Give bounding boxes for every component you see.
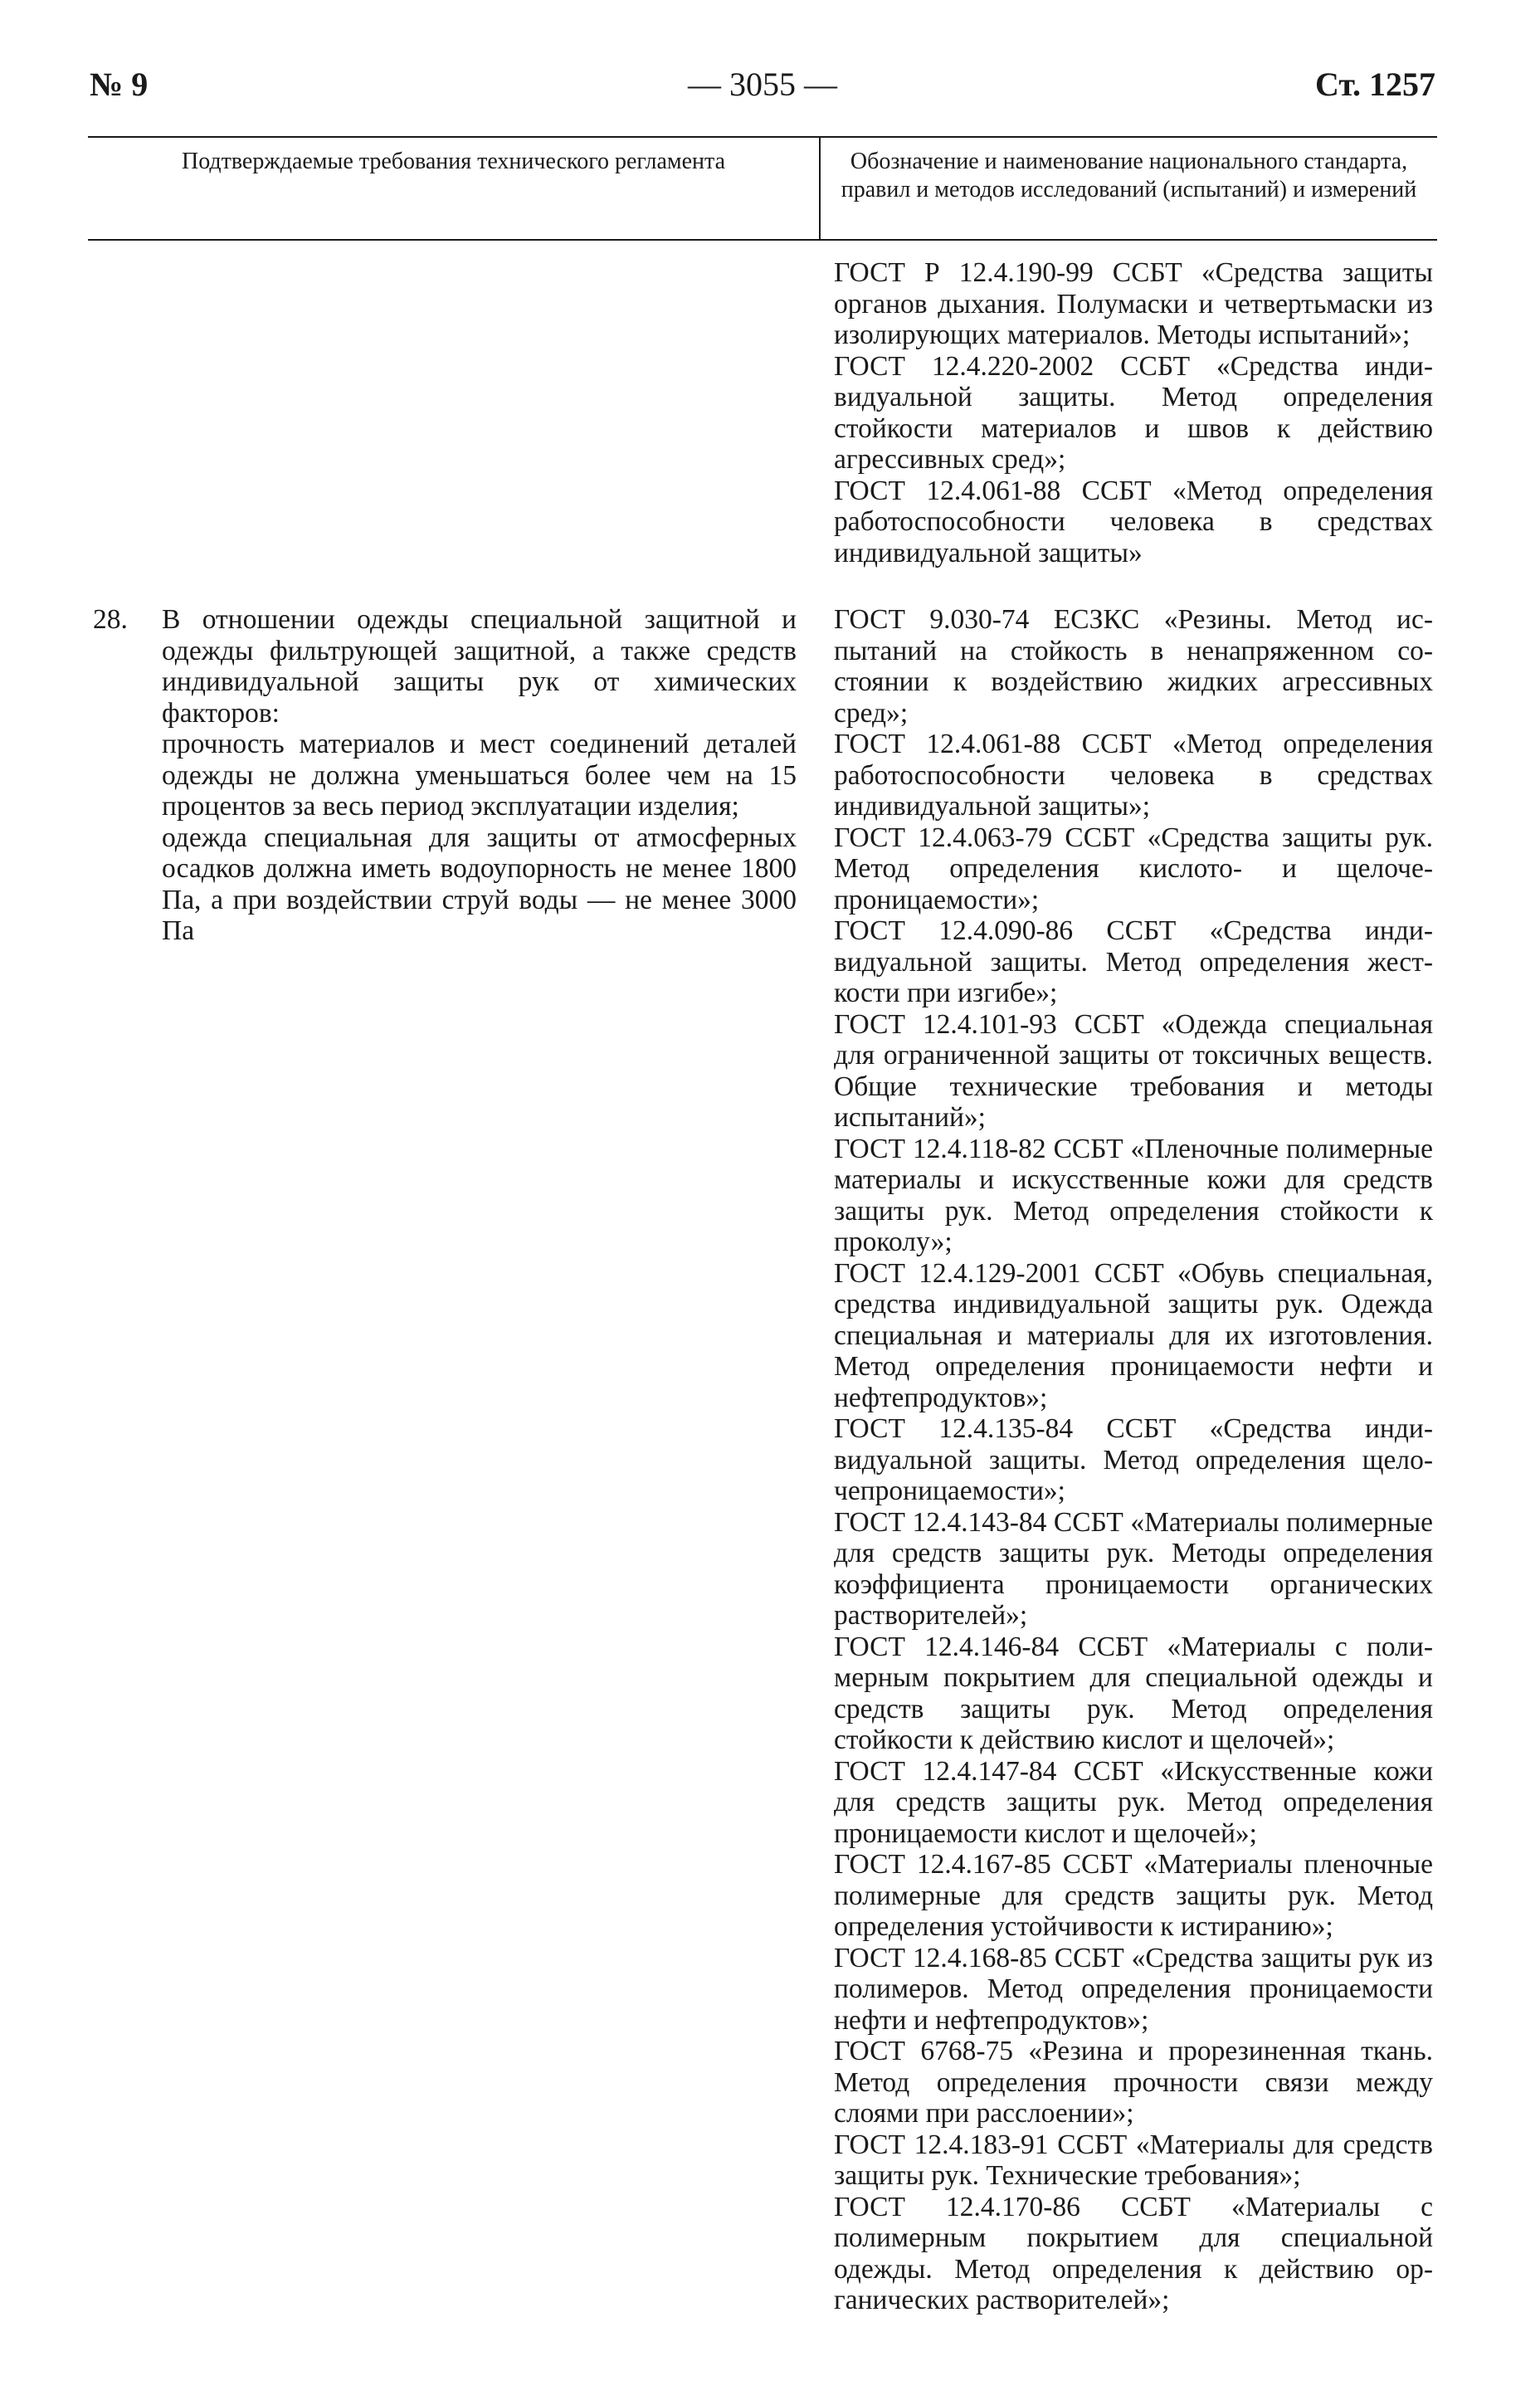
row-requirements	[162, 604, 797, 947]
standard-entry: ГОСТ 12.4.168-85 ССБТ «Средства защиты рук из полимеров. Метод определения проницаемости нефти и нефтепродуктов»;	[834, 1942, 1433, 2036]
standard-entry: ГОСТ 12.4.146-84 ССБТ «Материалы с полимерным покрытием для специальной одежды и средств защиты рук. Метод определения стойкости к действию кислот и щелочей»;	[834, 1631, 1433, 1755]
running-header	[90, 65, 1435, 106]
standard-entry: ГОСТ 6768-75 «Резина и прорезиненная ткань. Метод определения прочности связи между слоями при расслоении»;	[834, 2036, 1433, 2129]
column-header-standards: Обозначение и наименование национального стандарта, правил и методов исследований (испытаний) и измерений	[841, 149, 1417, 202]
requirement-paragraph: одежда специальная для защиты от атмосферных осадков должна иметь водоупорность не менее 1800 Па, а при воздействии струй воды — не менее 3000 Па	[162, 822, 797, 946]
standard-entry: ГОСТ 12.4.061-88 ССБТ «Метод определения работоспособности человека в средствах индивидуальной защиты»;	[834, 729, 1433, 822]
standard-entry: ГОСТ 12.4.167-85 ССБТ «Материалы пленочные полимерные для средств защиты рук. Метод определения устойчивости к истиранию»;	[834, 1849, 1433, 1942]
standard-entry: ГОСТ 12.4.118-82 ССБТ «Пленочные полимерные материалы и искусственные кожи для средств защиты рук. Метод определения стойкости к проколу»;	[834, 1133, 1433, 1257]
standard-entry: ГОСТ 12.4.090-86 ССБТ «Средства индивидуальной защиты. Метод определения жесткости при изгибе»;	[834, 915, 1433, 1008]
row-number: 28.	[93, 604, 128, 635]
standard-entry: ГОСТ 12.4.183-91 ССБТ «Материалы для средств защиты рук. Технические требования»;	[834, 2129, 1433, 2191]
standard-entry: ГОСТ 12.4.129-2001 ССБТ «Обувь специальная, средства индивидуальной защиты рук. Одежда специальная и материалы для их изготовления. Метод определения проницаемости нефти и нефтепродуктов»;	[834, 1257, 1433, 1413]
table-header-bottom-rule	[88, 239, 1437, 241]
issue-number: № 9	[90, 66, 149, 103]
requirement-paragraph: прочность материалов и мест соединений деталей одежды не должна уменьшаться более чем на 15 процентов за весь период эксплуатации изделия;	[162, 729, 797, 822]
standard-entry: ГОСТ Р 12.4.190-99 ССБТ «Средства защиты органов дыхания. Полумаски и четвертьмаски из изолирующих материалов. Методы испытаний»;	[834, 257, 1433, 350]
article-number: Ст. 1257	[1315, 66, 1435, 103]
standard-entry: ГОСТ 12.4.147-84 ССБТ «Искусственные кожи для средств защиты рук. Метод определения проницаемости кислот и щелочей»;	[834, 1755, 1433, 1849]
standard-entry: ГОСТ 12.4.135-84 ССБТ «Средства индивидуальной защиты. Метод определения щелочепроницаемости»;	[834, 1413, 1433, 1506]
standard-entry: ГОСТ 12.4.063-79 ССБТ «Средства защиты рук. Метод определения кислото- и щелочепроницаемости»;	[834, 822, 1433, 915]
standard-entry: ГОСТ 12.4.220-2002 ССБТ «Средства индивидуальной защиты. Метод определения стойкости материалов и швов к действию агрессивных сред»;	[834, 350, 1433, 475]
column-header-requirements: Подтверждаемые требования технического регламента	[181, 149, 726, 174]
row-standards-list	[834, 604, 1433, 2316]
standard-entry: ГОСТ 12.4.143-84 ССБТ «Материалы полимерные для средств защиты рук. Методы определения коэффициента проницаемости органических растворителей»;	[834, 1506, 1433, 1631]
standard-entry: ГОСТ 9.030-74 ЕСЗКС «Резины. Метод испытаний на стойкость в ненапряженном состоянии к воздействию жидких агрессивных сред»;	[834, 604, 1433, 729]
standard-entry: ГОСТ 12.4.170-86 ССБТ «Материалы с полимерным покрытием для специальной одежды. Метод определения к действию органических растворителей»;	[834, 2191, 1433, 2315]
requirement-paragraph: В отношении одежды специальной защитной и одежды фильтрующей защитной, а также средств индивидуальной защиты рук от химических факторов:	[162, 604, 797, 729]
continuation-standards-list	[834, 257, 1433, 568]
page-number: — 3055 —	[688, 66, 837, 103]
table-top-rule	[88, 136, 1437, 138]
standard-entry: ГОСТ 12.4.101-93 ССБТ «Одежда специальная для ограниченной защиты от токсичных веществ. Общие технические требования и методы испытаний»;	[834, 1008, 1433, 1133]
standard-entry: ГОСТ 12.4.061-88 ССБТ «Метод определения работоспособности человека в средствах индивидуальной защиты»	[834, 475, 1433, 568]
